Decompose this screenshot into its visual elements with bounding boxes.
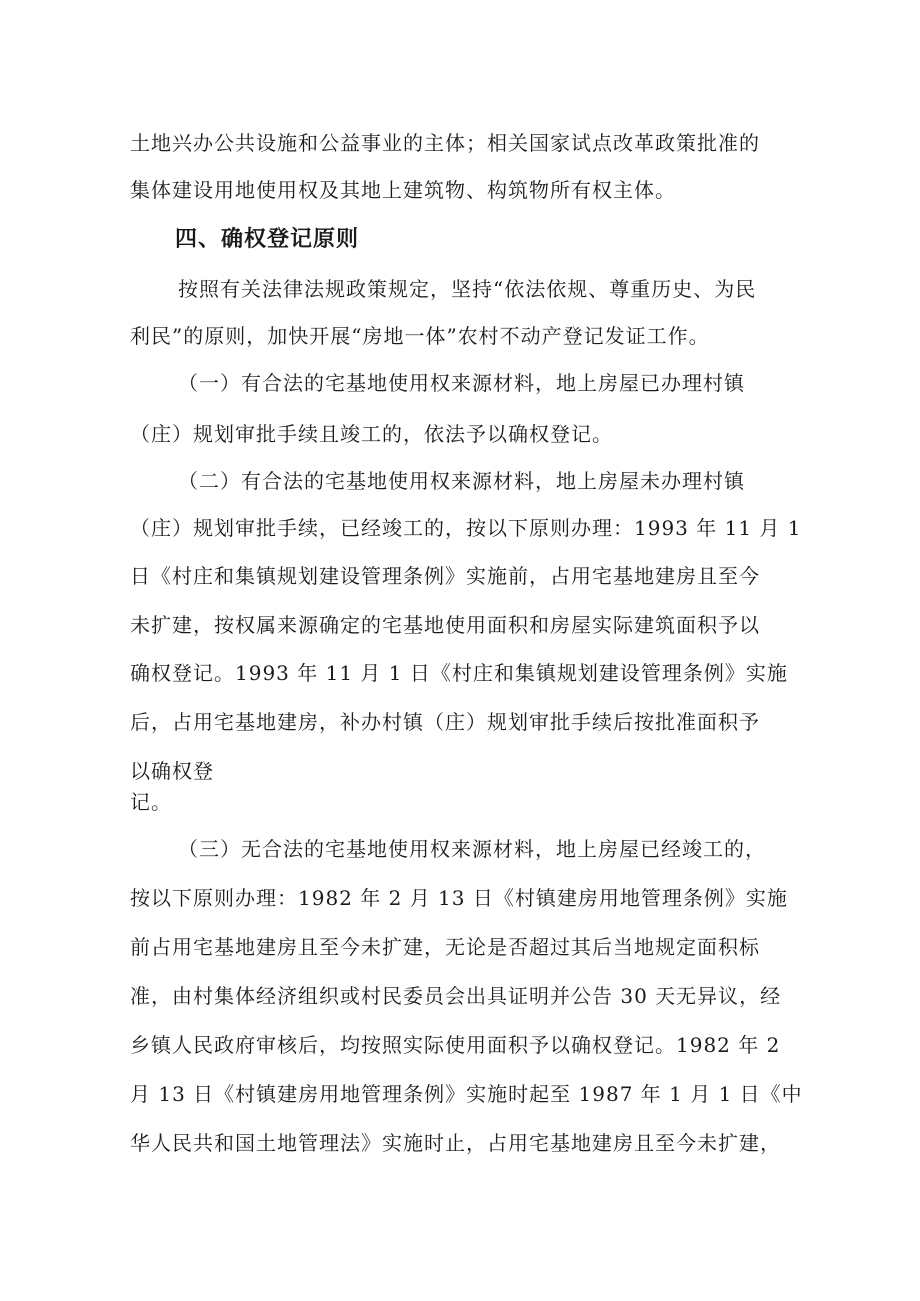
body-text-line: 乡镇人民政府审核后，均按照实际使用面积予以确权登记。1982 年 2 [130,1033,781,1057]
body-text-line: 集体建设用地使用权及其地上建筑物、构筑物所有权主体。 [130,178,676,202]
body-text-line: 未扩建，按权属来源确定的宅基地使用面积和房屋实际建筑面积予以 [130,613,760,637]
body-text-line: 利民”的原则，加快开展“房地一体”农村不动产登记发证工作。 [130,324,710,348]
body-text-line: 按照有关法律法规政策规定，坚持“依法依规、尊重历史、为民 [178,277,757,301]
body-text-line: 日《村庄和集镇规划建设管理条例》实施前，占用宅基地建房且至今 [130,564,760,588]
body-text-line: 前占用宅基地建房且至今未扩建，无论是否超过其后当地规定面积标 [130,935,760,959]
body-text-line: 记。 [130,790,172,814]
body-text-line: 以确权登 [130,759,214,783]
body-text-line: 按以下原则办理：1982 年 2 月 13 日《村镇建房用地管理条例》实施 [130,886,788,910]
body-text-line: 月 13 日《村镇建房用地管理条例》实施时起至 1987 年 1 月 1 日《中 [130,1082,803,1106]
body-text-line: 土地兴办公共设施和公益事业的主体；相关国家试点改革政策批准的 [130,131,760,155]
body-text-line: （二）有合法的宅基地使用权来源材料，地上房屋未办理村镇 [178,469,745,493]
body-text-line: 确权登记。1993 年 11 月 1 日《村庄和集镇规划建设管理条例》实施 [130,661,788,685]
body-text-line: 准，由村集体经济组织或村民委员会出具证明并公告 30 天无异议，经 [130,984,782,1008]
section-heading: 四、确权登记原则 [175,227,360,252]
body-text-line: 华人民共和国土地管理法》实施时止，占用宅基地建房且至今未扩建， [130,1131,781,1155]
body-text-line: （庄）规划审批手续且竣工的，依法予以确权登记。 [130,422,613,446]
body-text-line: （三）无合法的宅基地使用权来源材料，地上房屋已经竣工的， [178,837,766,861]
body-text-line: 后，占用宅基地建房，补办村镇（庄）规划审批手续后按批准面积予 [130,710,760,734]
body-text-line: （庄）规划审批手续，已经竣工的，按以下原则办理：1993 年 11 月 1 [130,516,802,540]
body-text-line: （一）有合法的宅基地使用权来源材料，地上房屋已办理村镇 [178,371,745,395]
